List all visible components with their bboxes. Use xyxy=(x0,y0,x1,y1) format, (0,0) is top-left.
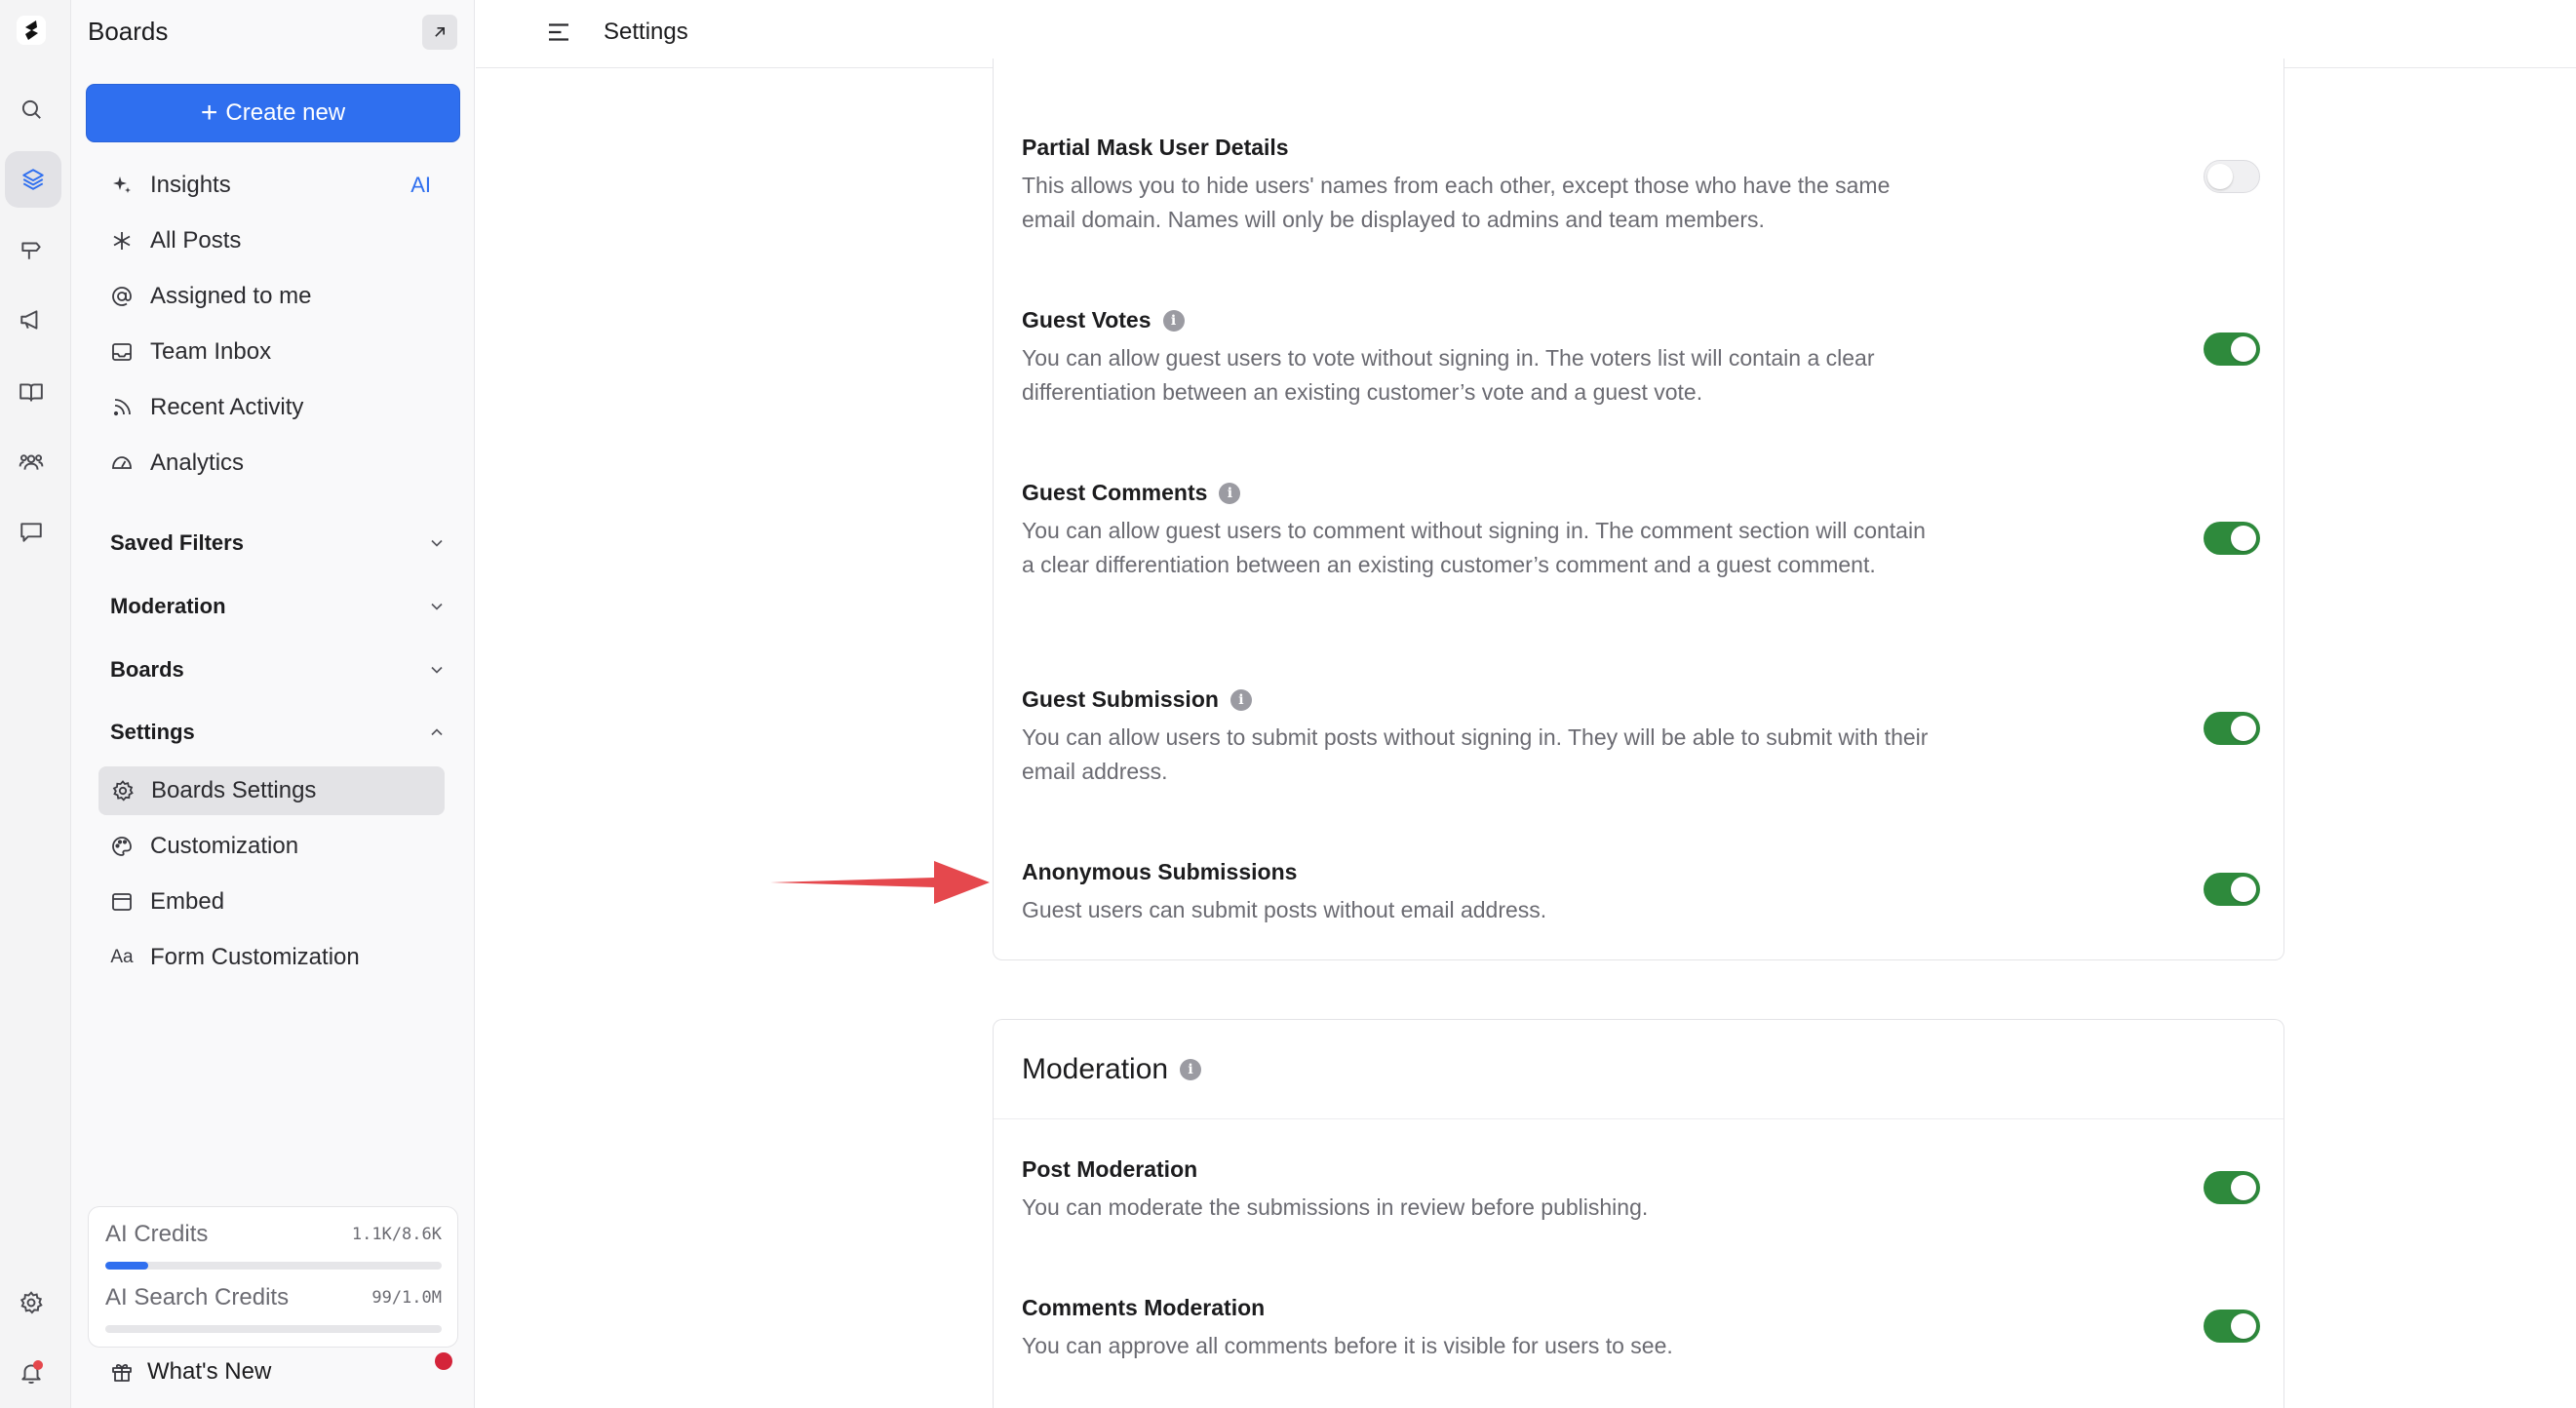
setting-guest-comments xyxy=(1022,480,2260,582)
section-saved-filters[interactable] xyxy=(110,524,447,563)
setting-title-text: Comments Moderation xyxy=(1022,1295,1266,1320)
setting-guest-submission xyxy=(1022,686,2260,789)
setting-title-text: Guest Submission xyxy=(1022,686,1219,712)
setting-description: You can moderate the submissions in review before publishing. xyxy=(1022,1194,1649,1220)
gear-icon xyxy=(110,778,136,803)
guest-votes-toggle[interactable] xyxy=(2204,332,2260,366)
section-settings[interactable] xyxy=(110,713,447,752)
window-icon xyxy=(109,889,135,915)
menu-toggle-icon[interactable] xyxy=(544,18,573,47)
nav-team-inbox-label: Team Inbox xyxy=(150,338,272,365)
create-new-button[interactable] xyxy=(86,84,460,142)
section-boards[interactable] xyxy=(110,650,447,689)
setting-description: Guest users can submit posts without email address. xyxy=(1022,897,1547,922)
nav-boards-settings[interactable] xyxy=(98,766,445,815)
setting-description: You can allow guest users to vote without signing in. The voters list will contain a clear differentiation between an existing customer’s vote and a guest vote. xyxy=(1022,345,1875,405)
nav-all-posts[interactable] xyxy=(98,216,458,265)
moderation-title xyxy=(1022,1053,1201,1086)
book-icon[interactable] xyxy=(14,374,49,410)
chevron-down-icon xyxy=(427,533,447,553)
nav-analytics[interactable] xyxy=(98,439,458,488)
moderation-card-header xyxy=(994,1020,2283,1119)
setting-post-moderation xyxy=(1022,1156,2260,1225)
anonymous-submissions-toggle[interactable] xyxy=(2204,873,2260,906)
toggle-knob xyxy=(2231,1313,2256,1339)
setting-comments-moderation xyxy=(1022,1295,2260,1363)
whats-new-label: What's New xyxy=(147,1358,272,1385)
nav-assigned-to-me[interactable] xyxy=(98,272,458,321)
section-saved-filters-label: Saved Filters xyxy=(110,530,244,555)
ai-credits-value: 1.1K/8.6K xyxy=(351,1225,442,1244)
credits-panel xyxy=(88,1206,458,1348)
toggle-knob xyxy=(2231,877,2256,902)
toggle-knob xyxy=(2231,1175,2256,1200)
ai-credits-bar xyxy=(105,1262,442,1270)
setting-title-text: Anonymous Submissions xyxy=(1022,859,1298,884)
chevron-down-icon xyxy=(427,597,447,616)
sidebar-title: Boards xyxy=(88,17,169,46)
search-icon[interactable] xyxy=(14,92,49,127)
section-moderation[interactable] xyxy=(110,587,447,626)
chat-icon[interactable] xyxy=(14,515,49,550)
signpost-icon[interactable] xyxy=(14,232,49,267)
palette-icon xyxy=(109,834,135,859)
boards-layers-icon[interactable] xyxy=(5,151,61,208)
nav-assigned-label: Assigned to me xyxy=(150,283,312,309)
ai-search-credits-label: AI Search Credits xyxy=(105,1284,290,1310)
nav-form-customization[interactable] xyxy=(98,933,458,982)
chevron-up-icon xyxy=(427,723,447,742)
moderation-title-text: Moderation xyxy=(1022,1053,1169,1085)
nav-customization[interactable] xyxy=(98,822,458,871)
ai-credits-row xyxy=(105,1221,442,1248)
setting-title xyxy=(1022,480,2260,506)
section-boards-label: Boards xyxy=(110,657,184,682)
gauge-icon xyxy=(109,450,135,476)
plus-icon: + xyxy=(200,97,218,129)
ai-badge: AI xyxy=(410,173,431,197)
info-icon[interactable]: i xyxy=(1230,689,1252,711)
sidebar xyxy=(71,0,475,1408)
toggle-knob xyxy=(2231,336,2256,362)
moderation-card xyxy=(993,1019,2284,1408)
toggle-knob xyxy=(2207,164,2233,189)
section-moderation-label: Moderation xyxy=(110,594,226,618)
ai-search-credits-row xyxy=(105,1284,442,1311)
ai-credits-fill xyxy=(105,1262,148,1270)
sparkle-icon xyxy=(109,173,135,198)
toggle-knob xyxy=(2231,526,2256,551)
ai-credits-label: AI Credits xyxy=(105,1221,209,1247)
nav-form-customization-label: Form Customization xyxy=(150,944,360,970)
nav-recent-activity[interactable] xyxy=(98,383,458,432)
nav-recent-activity-label: Recent Activity xyxy=(150,394,304,420)
post-moderation-toggle[interactable] xyxy=(2204,1171,2260,1204)
setting-title-text: Post Moderation xyxy=(1022,1156,1198,1182)
guest-submission-toggle[interactable] xyxy=(2204,712,2260,745)
setting-description: You can allow users to submit posts without signing in. They will be able to submit with their email address. xyxy=(1022,724,1929,784)
info-icon[interactable]: i xyxy=(1219,483,1240,504)
guest-comments-toggle[interactable] xyxy=(2204,522,2260,555)
font-icon: Aa xyxy=(110,947,134,967)
nav-embed[interactable] xyxy=(98,878,458,926)
setting-description: You can allow guest users to comment without signing in. The comment section will contain a clear differentiation between an existing customer’s comment and a guest comment. xyxy=(1022,518,1926,577)
chevron-down-icon xyxy=(427,660,447,680)
notification-dot xyxy=(33,1360,43,1370)
nav-customization-label: Customization xyxy=(150,833,299,859)
app-logo[interactable] xyxy=(15,14,48,47)
ai-search-credits-bar xyxy=(105,1325,442,1333)
page-title: Settings xyxy=(604,19,688,45)
setting-title xyxy=(1022,307,2260,333)
annotation-arrow xyxy=(770,858,990,907)
nav-insights[interactable] xyxy=(98,161,458,210)
nav-insights-label: Insights xyxy=(150,172,231,198)
asterisk-icon xyxy=(109,228,135,254)
setting-partial-mask xyxy=(1022,135,2260,237)
setting-description: You can approve all comments before it is visible for users to see. xyxy=(1022,1333,1673,1358)
guest-settings-card xyxy=(993,59,2284,960)
inbox-icon xyxy=(109,339,135,365)
partial-mask-toggle[interactable] xyxy=(2204,160,2260,193)
setting-guest-votes xyxy=(1022,307,2260,410)
nav-all-posts-label: All Posts xyxy=(150,227,242,254)
setting-title xyxy=(1022,686,2260,713)
at-icon xyxy=(109,284,135,309)
nav-analytics-label: Analytics xyxy=(150,450,245,476)
users-icon[interactable] xyxy=(14,445,49,480)
setting-title xyxy=(1022,1156,2260,1183)
whats-new-dot xyxy=(435,1352,452,1370)
setting-title xyxy=(1022,1295,2260,1321)
arrow-up-right-icon xyxy=(430,22,449,42)
bell-icon[interactable] xyxy=(14,1355,49,1390)
open-external-button[interactable] xyxy=(422,15,457,50)
create-new-label: Create new xyxy=(225,99,346,126)
icon-rail xyxy=(0,0,71,1408)
toggle-knob xyxy=(2231,716,2256,741)
info-icon[interactable]: i xyxy=(1180,1059,1201,1080)
setting-title xyxy=(1022,135,2260,161)
setting-title-text: Guest Comments xyxy=(1022,480,1208,505)
setting-title-text: Partial Mask User Details xyxy=(1022,135,1289,160)
setting-title xyxy=(1022,859,2260,885)
megaphone-icon[interactable] xyxy=(14,302,49,337)
nav-embed-label: Embed xyxy=(150,888,225,915)
ai-search-credits-value: 99/1.0M xyxy=(371,1288,442,1308)
settings-gear-icon[interactable] xyxy=(14,1285,49,1320)
info-icon[interactable]: i xyxy=(1163,310,1185,332)
setting-title-text: Guest Votes xyxy=(1022,307,1151,332)
gift-icon xyxy=(110,1360,134,1384)
rss-icon xyxy=(109,395,135,420)
section-settings-label: Settings xyxy=(110,720,195,744)
nav-boards-settings-label: Boards Settings xyxy=(151,777,317,803)
nav-team-inbox[interactable] xyxy=(98,328,458,376)
comments-moderation-toggle[interactable] xyxy=(2204,1310,2260,1343)
setting-anonymous-submissions xyxy=(1022,859,2260,927)
setting-description: This allows you to hide users' names from each other, except those who have the same email domain. Names will only be displayed to admins and team members. xyxy=(1022,173,1891,232)
whats-new-link[interactable] xyxy=(110,1358,271,1386)
